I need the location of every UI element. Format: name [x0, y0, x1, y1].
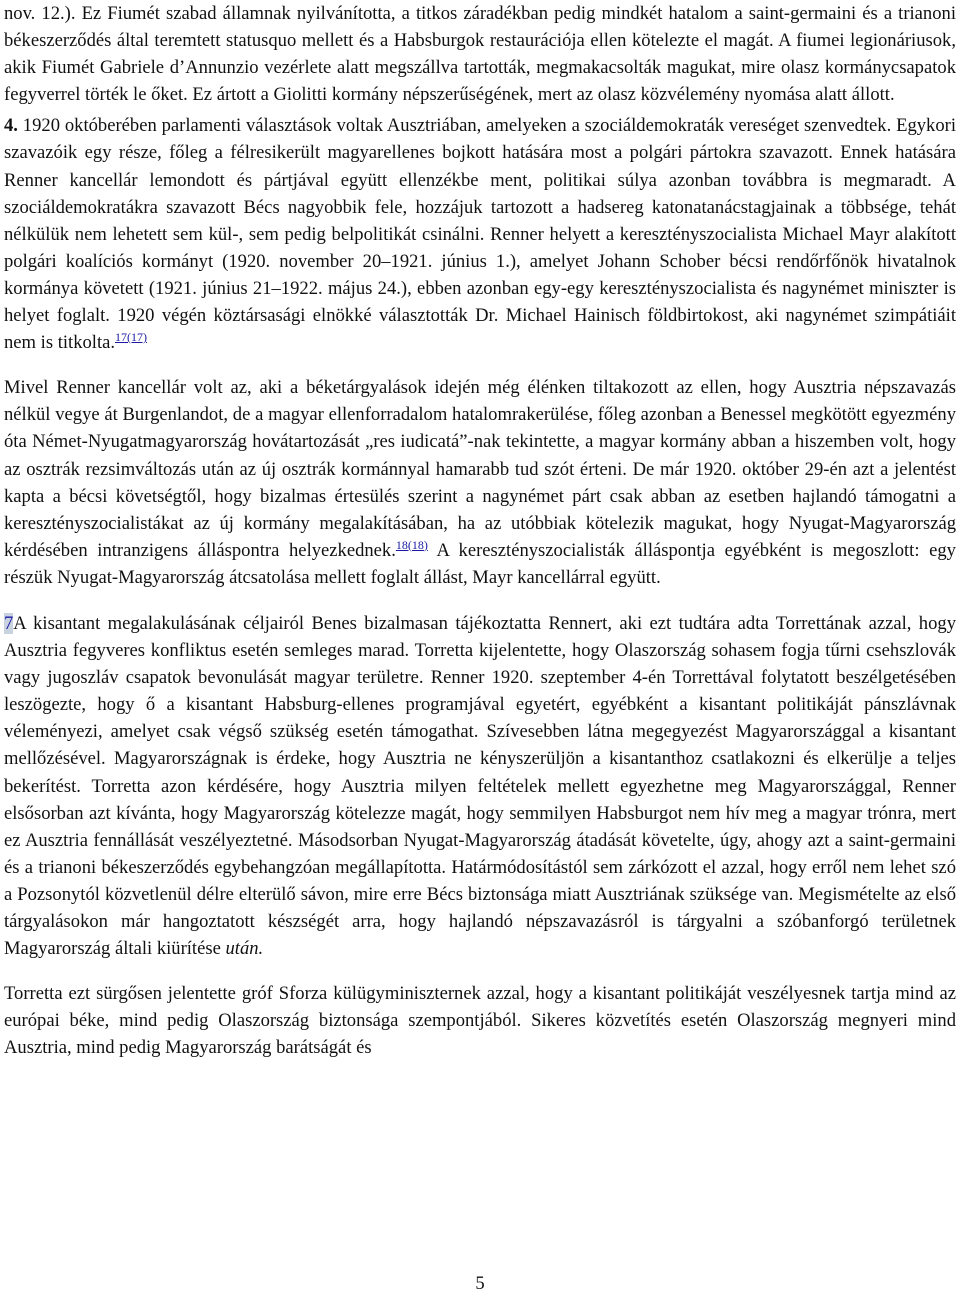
paragraph-text: nov. 12.). Ez Fiumét szabad államnak nyilvánította, a titkos záradékban pedig mindkét hatalom a saint-germaini és a trianoni békeszerződés által teremtett statusquo mellett és a Habsburgok restaurációja ellen kötelezte el magát. A fiumei legionáriusok, akik Fiumét Gabriele d’Annunzio vezérlete alatt megszállva tartották, megmakacsolták magukat, mire olasz kormánycsapatok fegyverrel törték le őket. Ez ártott a Giolitti kormány népszerűségének, mert az olasz közvélemény nyomása alatt állott.	[4, 3, 956, 106]
paragraph-text: 1920 októberében parlamenti választások voltak Ausztriában, amelyeken a szociáldemokraták vereséget szenvedtek. Egykori szavazóik egy része, főleg a félresikerült magyarellenes bojkott hatására most a polgári pártokra szavazott. Ennek hatására Renner kancellár lemondott és pártjával együtt ellenzékbe ment, politikai súlya azonban továbbra is megmaradt. A szociáldemokratákra szavazott Bécs nagyobbik fele, hozzájuk tartozott a hadsereg katonatanácstagjainak a többsége, tehát nélkülük nem lehetett sem kül-, sem pedig belpolitikát csinálni. Renner helyett a keresztényszocialista Michael Mayr alakított polgári koalíciós kormányt (1920. november 20–1921. június 1.), amelyet Johann Schober bécsi rendőrfőnök hivatalnok kormánya követett (1921. június 21–1922. május 24.), ebben azonban egy-egy keresztényszocialista és nagynémet miniszter is helyet foglalt. 1920 végén köztársasági elnökké választották Dr. Michael Hainisch földbirtokost, aki nagynémet szimpátiáit nem is titkolta.	[4, 115, 956, 354]
paragraph-renner	[4, 374, 956, 591]
section-number: 4.	[4, 115, 18, 137]
footnote-link-18[interactable]: 18(18)	[395, 537, 428, 552]
footnote-link-17[interactable]: 17(17)	[115, 330, 148, 345]
paragraph-text: Mivel Renner kancellár volt az, aki a béketárgyalások idején még élénken tiltakozott az ellen, hogy Ausztria népszavazás nélkül vegye át Burgenlandot, de a magyar ellenforradalom hatalomrakerülése, főleg azonban a Benessel megkötött egyezmény óta Német-Nyugatmagyarország hovátartozását „res iudicatá”-nak tekintette, a magyar kormány abban a hiszemben volt, hogy az osztrák rezsimváltozás után az új osztrák kormánnyal hamarabb tud szót érteni. De már 1920. október 29-én azt a jelentést kapta a bécsi követségtől, hogy bizalmas értesülés szerint a nagynémet párt csak abban az esetben hajlandó támogatni a keresztényszocialistákat az új kormány megalakításában, ha az utóbbiak kötelezik magukat, hogy Nyugat-Magyarország kérdésében intranzigens álláspontra helyezkednek.	[4, 377, 956, 561]
paragraph-kisantant	[4, 610, 956, 962]
paragraph-elections	[4, 112, 956, 356]
italic-word: után.	[225, 938, 264, 960]
paragraph-text: Torretta ezt sürgősen jelentette gróf Sforza külügyminiszternek azzal, hogy a kisantant politikáját veszélyesnek tartja mind az európai béke, mind pedig Olaszország biztonsága szempontjából. Sikeres közvetítés esetén Olaszország megnyeri mind Ausztria, mind pedig Magyarország barátságát és	[4, 983, 956, 1059]
paragraph-fiume	[4, 0, 956, 108]
paragraph-text: A kisantant megalakulásának céljairól Benes bizalmasan tájékoztatta Rennert, aki ezt tudtára adta Torrettának azzal, hogy Ausztria fegyveres konfliktus esetén semleges marad. Torretta kijelentette, hogy Olaszország sohasem fogja tűrni csehszlovák vagy jugoszláv csapatok bevonulását magyar területre. Renner 1920. szeptember 4-én Torrettával folytatott beszélgetésében leszögezte, hogy ő a kisantant Habsburg-ellenes programjával egyetért, egyébként a kisantant politikáját pánszlávnak véleményezi, amelyet csak végső szükség esetén támogathat. Szívesebben látna megegyezést Magyarországgal a kisantant mellőzésével. Magyarországnak is érdeke, hogy Ausztria ne kényszerüljön a kisantanthoz csatlakozni és elkerülje a teljes bekerítést. Torretta azon kérdésére, hogy Ausztria milyen feltételek mellett egyezhetne meg Magyarországgal, Renner elsősorban azt kívánta, hogy Magyarország kötelezze magát, hogy semmilyen Habsburgot nem hív meg a magyar trónra, mert ez Ausztria fennállását veszélyeztetné. Másodsorban Nyugat-Magyarország átadását követelte, úgy, ahogy azt a saint-germaini és a trianoni békeszerződés egybehangzóan megállapította. Határmódosítástól sem zárkózott el azzal, hogy erről nem lehet szó a Pozsonytól közvetlenül délre elterülő sávon, mire erre Bécs biztonsága miatt Ausztriának szüksége van. Megismételte az első tárgyalásokon már hangoztatott készségét arra, hogy hajlandó népszavazásról is tárgyalni a szóbanforgó területnek Magyarország általi kiürítése	[4, 612, 956, 960]
paragraph-torretta	[4, 980, 956, 1061]
paragraph-text-continued: A keresztényszocialisták álláspontja egyébként is megoszlott: egy részük Nyugat-Magyarország átcsatolása mellett foglalt állást, Mayr kancellárral együtt.	[4, 539, 956, 588]
page-marker-link[interactable]: 7	[4, 612, 14, 634]
document-page	[4, 0, 956, 1061]
page-number: 5	[475, 1273, 485, 1294]
